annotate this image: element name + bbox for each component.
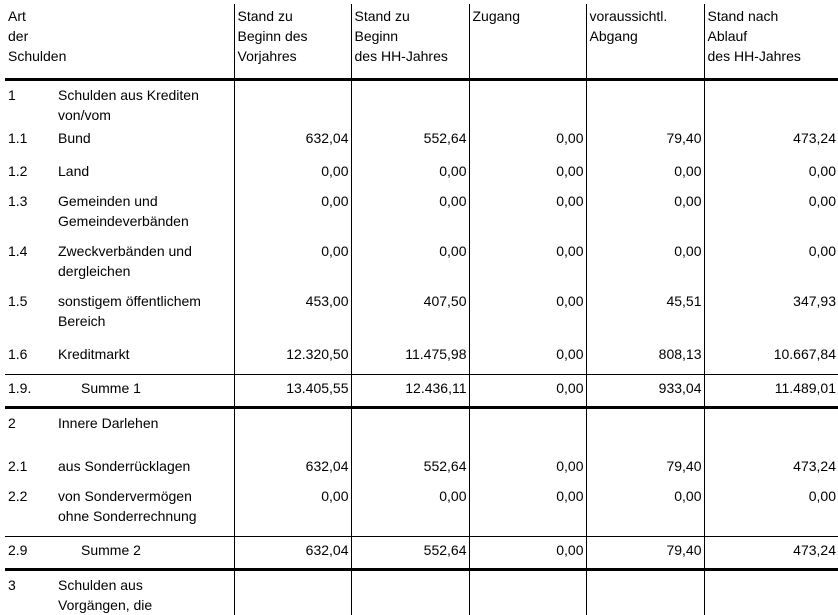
value-cell: 79,40 — [586, 125, 704, 158]
table-row-label-cell — [5, 125, 234, 158]
value-cell: 0,00 — [586, 241, 704, 291]
sum-value-cell: 552,64 — [351, 537, 469, 570]
value-cell: 453,00 — [234, 291, 351, 341]
value-cell: 45,51 — [586, 291, 704, 341]
row-label: von Sondervermögen ohne Sonderrechnung — [58, 486, 228, 526]
section-row — [5, 80, 838, 126]
value-cell: 632,04 — [234, 125, 351, 158]
value-cell: 0,00 — [704, 241, 838, 291]
row-number: 2 — [8, 413, 58, 433]
header-text: Schulden — [8, 46, 231, 66]
row-label: Gemeinden und Gemeindeverbänden — [58, 191, 228, 231]
empty-cell — [351, 570, 469, 615]
sum-value-cell: 632,04 — [234, 537, 351, 570]
header-text: Zugang — [473, 6, 583, 26]
sum-value-cell: 473,24 — [704, 537, 838, 570]
value-cell: 0,00 — [234, 241, 351, 291]
header-text: der — [8, 26, 231, 46]
row-label: Bund — [58, 128, 228, 148]
section-label-cell — [5, 570, 234, 615]
sum-row — [5, 375, 838, 408]
empty-cell — [351, 80, 469, 126]
table-row-label-cell — [5, 486, 234, 537]
sum-label: Summe 2 — [58, 540, 141, 560]
header-text: Beginn — [355, 26, 466, 46]
value-cell: 632,04 — [234, 453, 351, 486]
row-number: 1.6 — [8, 344, 58, 364]
empty-cell — [586, 570, 704, 615]
sum-value-cell: 12.436,11 — [351, 375, 469, 408]
header-text: Vorjahres — [238, 46, 348, 66]
value-cell: 79,40 — [586, 453, 704, 486]
table-row — [5, 341, 838, 375]
value-cell: 0,00 — [469, 341, 586, 375]
header-text: voraussichtl. — [590, 6, 701, 26]
value-cell: 0,00 — [234, 191, 351, 241]
row-number: 3 — [8, 575, 58, 595]
section-label-cell — [5, 408, 234, 454]
table-row-label-cell — [5, 291, 234, 341]
header-stand-nach-ablauf — [704, 4, 838, 80]
row-number: 1 — [8, 85, 58, 105]
row-number: 1.4 — [8, 241, 58, 261]
header-text: Stand nach — [708, 6, 836, 26]
table-row — [5, 486, 838, 537]
value-cell: 0,00 — [469, 453, 586, 486]
header-text: Art — [8, 6, 231, 26]
value-cell: 0,00 — [469, 291, 586, 341]
sum-value-cell: 0,00 — [469, 375, 586, 408]
row-label: Land — [58, 161, 228, 181]
value-cell: 0,00 — [469, 241, 586, 291]
table-row-label-cell — [5, 158, 234, 191]
section-row — [5, 570, 838, 615]
row-number: 2.9 — [8, 540, 58, 560]
value-cell: 347,93 — [704, 291, 838, 341]
value-cell: 0,00 — [351, 241, 469, 291]
debt-table-body — [5, 4, 838, 615]
value-cell: 0,00 — [351, 486, 469, 537]
value-cell: 0,00 — [469, 158, 586, 191]
table-row — [5, 125, 838, 158]
header-text: Beginn des — [238, 26, 348, 46]
row-number: 1.2 — [8, 161, 58, 181]
value-cell: 407,50 — [351, 291, 469, 341]
empty-cell — [469, 80, 586, 126]
table-row — [5, 291, 838, 341]
section-label-cell — [5, 80, 234, 126]
value-cell: 808,13 — [586, 341, 704, 375]
header-stand-vorjahr — [234, 4, 351, 80]
value-cell: 0,00 — [586, 158, 704, 191]
empty-cell — [586, 408, 704, 454]
table-row-label-cell — [5, 453, 234, 486]
value-cell: 0,00 — [469, 191, 586, 241]
value-cell: 0,00 — [704, 486, 838, 537]
row-number: 1.9. — [8, 378, 58, 398]
header-zugang — [469, 4, 586, 80]
row-number: 2.2 — [8, 486, 58, 506]
value-cell: 0,00 — [469, 125, 586, 158]
table-row — [5, 158, 838, 191]
header-text: Ablauf — [708, 26, 836, 46]
value-cell: 0,00 — [586, 486, 704, 537]
header-art-der-schulden — [5, 4, 234, 80]
header-stand-hh-jahr — [351, 4, 469, 80]
table-row — [5, 241, 838, 291]
empty-cell — [351, 408, 469, 454]
value-cell: 0,00 — [704, 158, 838, 191]
table-row — [5, 453, 838, 486]
value-cell: 11.475,98 — [351, 341, 469, 375]
sum-label-cell — [5, 537, 234, 570]
value-cell: 0,00 — [704, 191, 838, 241]
header-text: des HH-Jahres — [355, 46, 466, 66]
row-number: 1.5 — [8, 291, 58, 311]
empty-cell — [469, 570, 586, 615]
row-number: 1.1 — [8, 128, 58, 148]
sum-value-cell: 13.405,55 — [234, 375, 351, 408]
value-cell: 0,00 — [351, 191, 469, 241]
value-cell: 12.320,50 — [234, 341, 351, 375]
header-abgang — [586, 4, 704, 80]
sum-value-cell: 0,00 — [469, 537, 586, 570]
row-label: Kreditmarkt — [58, 344, 228, 364]
table-row-label-cell — [5, 241, 234, 291]
header-text: des HH-Jahres — [708, 46, 836, 66]
sum-value-cell: 11.489,01 — [704, 375, 838, 408]
row-label: Schulden aus Krediten von/vom — [58, 85, 228, 125]
sum-value-cell: 79,40 — [586, 537, 704, 570]
empty-cell — [586, 80, 704, 126]
table-row-label-cell — [5, 191, 234, 241]
table-row — [5, 191, 838, 241]
row-label: Schulden aus Vorgängen, die — [58, 575, 228, 615]
row-number: 2.1 — [8, 456, 58, 476]
row-label: sonstigem öffentlichem Bereich — [58, 291, 228, 331]
row-label: Innere Darlehen — [58, 413, 228, 433]
value-cell: 473,24 — [704, 453, 838, 486]
empty-cell — [234, 408, 351, 454]
value-cell: 0,00 — [469, 486, 586, 537]
empty-cell — [469, 408, 586, 454]
value-cell: 473,24 — [704, 125, 838, 158]
header-text: Stand zu — [355, 6, 466, 26]
value-cell: 552,64 — [351, 453, 469, 486]
value-cell: 0,00 — [234, 486, 351, 537]
table-row-label-cell — [5, 341, 234, 375]
row-label: Zweckverbänden und dergleichen — [58, 241, 228, 281]
value-cell: 552,64 — [351, 125, 469, 158]
sum-label-cell — [5, 375, 234, 408]
value-cell: 0,00 — [351, 158, 469, 191]
row-number: 1.3 — [8, 191, 58, 211]
sum-value-cell: 933,04 — [586, 375, 704, 408]
empty-cell — [704, 570, 838, 615]
empty-cell — [234, 570, 351, 615]
empty-cell — [704, 80, 838, 126]
row-label: aus Sonderrücklagen — [58, 456, 228, 476]
table-header-row — [5, 4, 838, 80]
value-cell: 10.667,84 — [704, 341, 838, 375]
empty-cell — [234, 80, 351, 126]
debt-table — [5, 4, 838, 615]
header-text: Abgang — [590, 26, 701, 46]
value-cell: 0,00 — [586, 191, 704, 241]
sum-row — [5, 537, 838, 570]
sum-label: Summe 1 — [58, 378, 141, 398]
empty-cell — [704, 408, 838, 454]
section-row — [5, 408, 838, 454]
value-cell: 0,00 — [234, 158, 351, 191]
header-text: Stand zu — [238, 6, 348, 26]
